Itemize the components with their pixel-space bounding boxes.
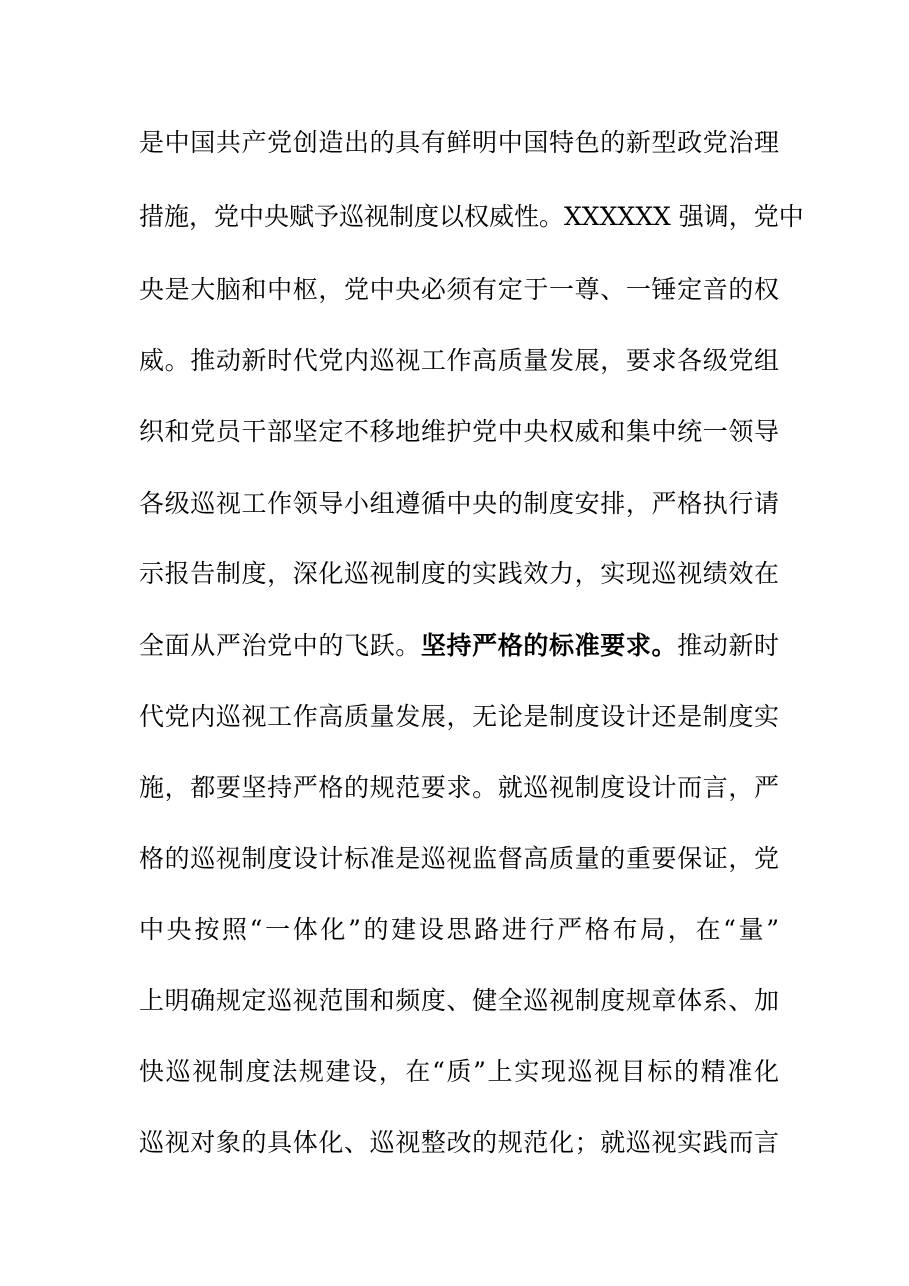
line-text: 织和党员干部坚定不移地维护党中央权威和集中统一领导 bbox=[139, 417, 779, 446]
line-text: 是中国共产党创造出的具有鲜明中国特色的新型政党治理 bbox=[139, 128, 779, 157]
paragraph-line-12 bbox=[139, 910, 779, 950]
line-text: 各级巡视工作领导小组遵循中央的制度安排，严格执行请 bbox=[139, 489, 779, 518]
paragraph-line-3 bbox=[139, 270, 779, 310]
line-text-start: 全面从严治党中的飞跃。 bbox=[139, 631, 421, 660]
line-text-end: 推动新时 bbox=[677, 631, 779, 660]
line-text: 快巡视制度法规建设，在“质”上实现巡视目标的精准化 bbox=[139, 1057, 779, 1086]
paragraph-line-1 bbox=[139, 123, 779, 163]
paragraph-line-2 bbox=[139, 197, 804, 237]
paragraph-line-9 bbox=[139, 697, 779, 737]
bold-heading-text: 坚持严格的标准要求。 bbox=[420, 631, 678, 660]
line-text: 中央按照“一体化”的建设思路进行严格布局，在“量” bbox=[139, 915, 779, 944]
paragraph-line-10 bbox=[139, 768, 779, 808]
line-text: 示报告制度，深化巡视制度的实践效力，实现巡视绩效在 bbox=[139, 559, 779, 588]
paragraph-line-14 bbox=[139, 1052, 779, 1092]
paragraph-line-7 bbox=[139, 554, 779, 594]
paragraph-line-13 bbox=[139, 981, 779, 1021]
line-text: 措施，党中央赋予巡视制度以权威性。XXXXXX 强调，党中 bbox=[139, 202, 804, 231]
paragraph-line-15 bbox=[139, 1123, 779, 1163]
line-text: 巡视对象的具体化、巡视整改的规范化；就巡视实践而言 bbox=[139, 1128, 779, 1157]
paragraph-line-6 bbox=[139, 484, 779, 524]
line-text: 央是大脑和中枢，党中央必须有定于一尊、一锤定音的权 bbox=[139, 275, 779, 304]
line-text: 威。推动新时代党内巡视工作高质量发展，要求各级党组 bbox=[139, 346, 779, 375]
line-text: 上明确规定巡视范围和频度、健全巡视制度规章体系、加 bbox=[139, 986, 779, 1015]
paragraph-line-11 bbox=[139, 839, 779, 879]
line-text: 格的巡视制度设计标准是巡视监督高质量的重要保证，党 bbox=[139, 844, 779, 873]
paragraph-line-4 bbox=[139, 341, 779, 381]
line-text: 施，都要坚持严格的规范要求。就巡视制度设计而言，严 bbox=[139, 773, 779, 802]
paragraph-line-8 bbox=[139, 626, 779, 666]
paragraph-line-5 bbox=[139, 412, 779, 452]
line-text: 代党内巡视工作高质量发展，无论是制度设计还是制度实 bbox=[139, 702, 779, 731]
